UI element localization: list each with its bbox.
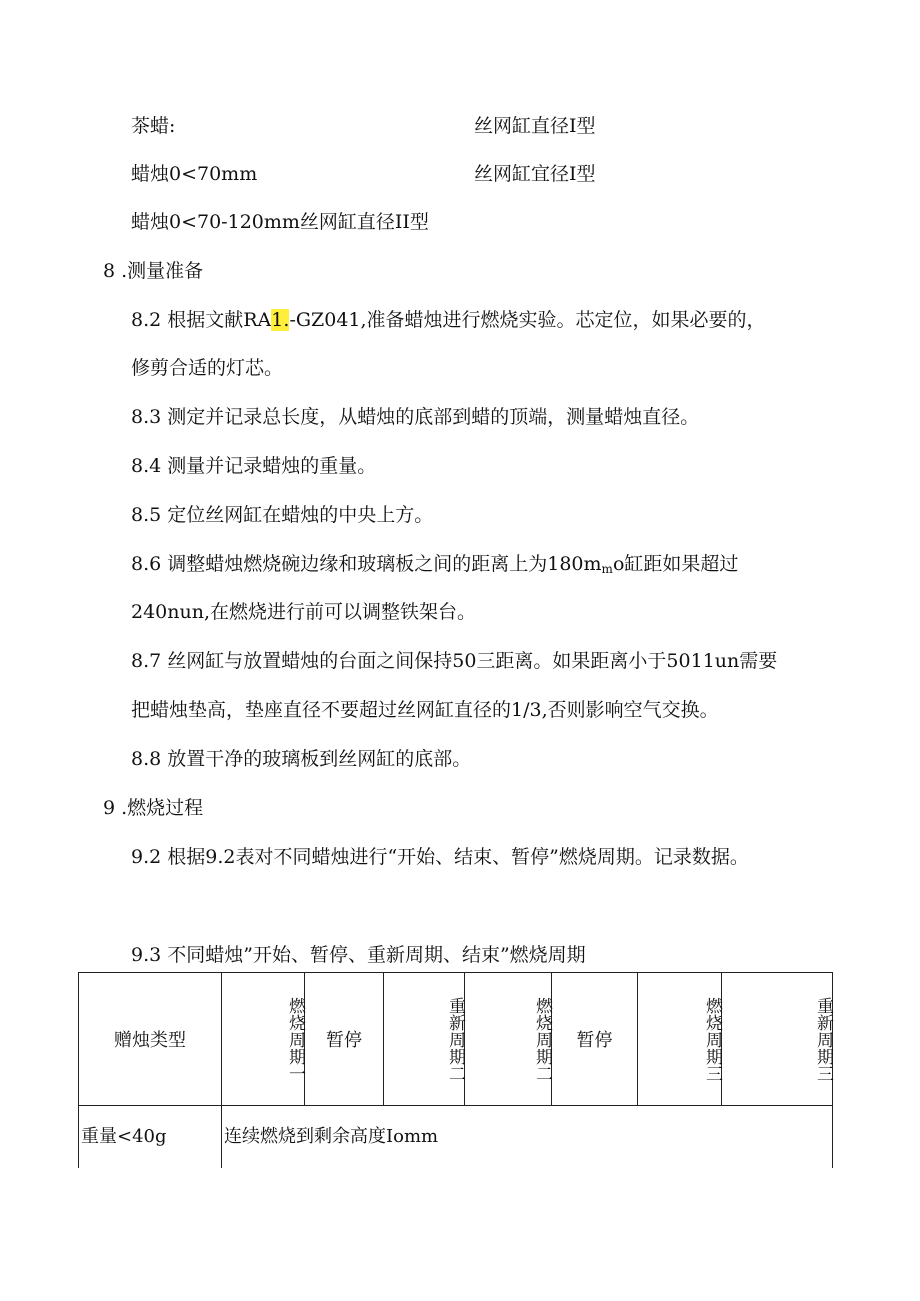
header-pause-1: 暂停 [305,973,384,1106]
wax-type-label: 茶蜡: [131,115,176,137]
paragraph-8-2: 8.2 根据文献RA1.-GZ041,准备蜡烛进行燃烧实验。芯定位，如果必要的， [131,309,766,331]
wax-type-line-2 [131,162,596,186]
table-caption: 9.3 不同蜡烛”开始、暂停、重新周期、结束”燃烧周期 [131,944,586,966]
wax-type-line-1 [131,114,596,138]
paragraph-9-2: 9.2 根据9.2表对不同蜡烛进行“开始、结束、暂停”燃烧周期。记录数据。 [131,846,749,868]
header-restart-cycle-3: 重新周期三 [722,973,833,1106]
paragraph-8-4: 8.4 测量并记录蜡烛的重量。 [131,455,377,477]
row-candle-type: 重量<40g [79,1106,222,1169]
header-pause-2: 暂停 [552,973,638,1106]
paragraph-8-5: 8.5 定位丝网缸在蜡烛的中央上方。 [131,504,434,526]
wax-type-value: 丝网缸直径I型 [474,115,596,137]
header-restart-cycle-2: 重新周期二 [384,973,465,1106]
header-candle-type: 赠烛类型 [79,973,222,1106]
paragraph-8-7-cont: 把蜡烛垫高，垫座直径不要超过丝网缸直径的1/3,否则影响空气交换。 [131,699,719,721]
highlight-mark: 1. [271,309,290,331]
section-9-title: 9 .燃烧过程 [103,797,204,819]
paragraph-8-6-cont: 240nun,在燃烧进行前可以调整铁架台。 [131,601,477,623]
paragraph-8-7: 8.7 丝网缸与放置蜡烛的台面之间保持50三距离。如果距离小于5011un需要 [131,650,778,672]
table-row [79,1106,833,1169]
row-description: 连续燃烧到剩余高度Iomm [222,1106,833,1169]
burn-cycle-table [78,972,833,1168]
paragraph-8-6: 8.6 调整蜡烛燃烧碗边缘和玻璃板之间的距离上为180mmo缸距如果超过 [131,553,739,576]
wax-type-line-3: 蜡烛0<70-120mm丝网缸直径II型 [131,211,429,233]
section-8-title: 8 .测量准备 [103,260,204,282]
wax-type-label: 蜡烛0<70mm [131,163,258,185]
header-burn-cycle-2: 燃烧周期二 [465,973,552,1106]
paragraph-8-3: 8.3 测定并记录总长度，从蜡烛的底部到蜡的顶端，测量蜡烛直径。 [131,406,700,428]
paragraph-8-2-cont: 修剪合适的灯芯。 [131,357,284,379]
header-burn-cycle-3: 燃烧周期三 [638,973,722,1106]
table-header-row [79,973,833,1106]
wax-type-value: 丝网缸宜径I型 [474,163,596,185]
paragraph-8-8: 8.8 放置干净的玻璃板到丝网缸的底部。 [131,748,472,770]
header-burn-cycle-1: 燃烧周期一 [222,973,305,1106]
